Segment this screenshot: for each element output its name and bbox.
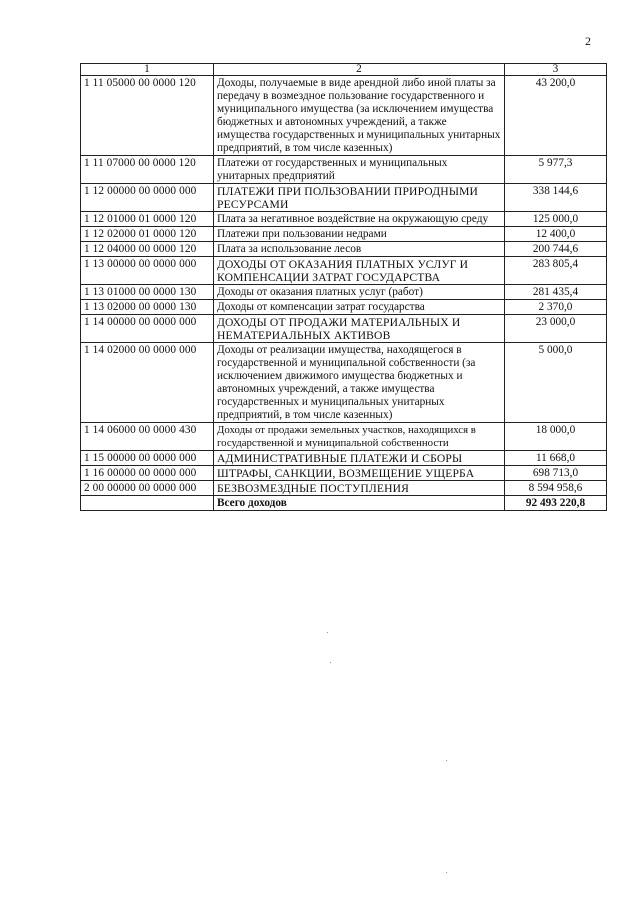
row-code: 1 12 02000 01 0000 120 bbox=[81, 227, 214, 242]
row-amount: 5 000,0 bbox=[505, 343, 607, 423]
total-code bbox=[81, 496, 214, 511]
row-amount: 283 805,4 bbox=[505, 257, 607, 285]
row-name: Доходы, получаемые в виде арендной либо иной платы за передачу в возмездное пользование государственного и муниципального имущества (за исключением имущества бюджетных и автономных учреждений, а также имущества государственных и муниципальных унитарных предприятий, в том числе казенных) bbox=[214, 76, 505, 156]
total-row bbox=[81, 496, 607, 511]
total-label: Всего доходов bbox=[214, 496, 505, 511]
row-amount: 43 200,0 bbox=[505, 76, 607, 156]
row-code: 1 13 01000 00 0000 130 bbox=[81, 285, 214, 300]
scan-speck bbox=[446, 872, 447, 873]
table-row bbox=[81, 76, 607, 156]
row-amount: 8 594 958,6 bbox=[505, 481, 607, 496]
row-amount: 125 000,0 bbox=[505, 212, 607, 227]
row-name: АДМИНИСТРАТИВНЫЕ ПЛАТЕЖИ И СБОРЫ bbox=[214, 451, 505, 466]
total-amount: 92 493 220,8 bbox=[505, 496, 607, 511]
table-row bbox=[81, 300, 607, 315]
column-header-code: 1 bbox=[81, 64, 214, 76]
row-amount: 12 400,0 bbox=[505, 227, 607, 242]
row-name: ДОХОДЫ ОТ ОКАЗАНИЯ ПЛАТНЫХ УСЛУГ И КОМПЕНСАЦИИ ЗАТРАТ ГОСУДАРСТВА bbox=[214, 257, 505, 285]
row-code: 1 12 00000 00 0000 000 bbox=[81, 184, 214, 212]
table-row bbox=[81, 315, 607, 343]
scan-speck bbox=[327, 632, 328, 633]
row-code: 1 12 01000 01 0000 120 bbox=[81, 212, 214, 227]
row-code: 1 14 02000 00 0000 000 bbox=[81, 343, 214, 423]
row-name: ШТРАФЫ, САНКЦИИ, ВОЗМЕЩЕНИЕ УЩЕРБА bbox=[214, 466, 505, 481]
table-row bbox=[81, 423, 607, 451]
table-header-row bbox=[81, 64, 607, 76]
row-name: БЕЗВОЗМЕЗДНЫЕ ПОСТУПЛЕНИЯ bbox=[214, 481, 505, 496]
row-name: ДОХОДЫ ОТ ПРОДАЖИ МАТЕРИАЛЬНЫХ И НЕМАТЕРИАЛЬНЫХ АКТИВОВ bbox=[214, 315, 505, 343]
row-amount: 2 370,0 bbox=[505, 300, 607, 315]
table-row bbox=[81, 156, 607, 184]
table-row bbox=[81, 451, 607, 466]
row-code: 1 14 00000 00 0000 000 bbox=[81, 315, 214, 343]
row-amount: 5 977,3 bbox=[505, 156, 607, 184]
row-amount: 23 000,0 bbox=[505, 315, 607, 343]
row-code: 1 12 04000 00 0000 120 bbox=[81, 242, 214, 257]
row-name: ПЛАТЕЖИ ПРИ ПОЛЬЗОВАНИИ ПРИРОДНЫМИ РЕСУРСАМИ bbox=[214, 184, 505, 212]
table-row bbox=[81, 285, 607, 300]
row-code: 1 15 00000 00 0000 000 bbox=[81, 451, 214, 466]
row-amount: 338 144,6 bbox=[505, 184, 607, 212]
row-amount: 281 435,4 bbox=[505, 285, 607, 300]
row-amount: 698 713,0 bbox=[505, 466, 607, 481]
table-row bbox=[81, 466, 607, 481]
row-code: 1 16 00000 00 0000 000 bbox=[81, 466, 214, 481]
page-number: 2 bbox=[585, 34, 591, 48]
table-row bbox=[81, 227, 607, 242]
row-amount: 18 000,0 bbox=[505, 423, 607, 451]
row-code: 2 00 00000 00 0000 000 bbox=[81, 481, 214, 496]
scan-speck bbox=[330, 662, 331, 663]
row-code: 1 13 00000 00 0000 000 bbox=[81, 257, 214, 285]
scan-speck bbox=[446, 760, 447, 761]
row-code: 1 11 07000 00 0000 120 bbox=[81, 156, 214, 184]
table-row bbox=[81, 184, 607, 212]
revenue-table bbox=[80, 63, 607, 511]
row-name: Доходы от оказания платных услуг (работ) bbox=[214, 285, 505, 300]
row-name: Доходы от продажи земельных участков, находящихся в государственной и муниципальной собственности bbox=[214, 423, 505, 451]
row-code: 1 13 02000 00 0000 130 bbox=[81, 300, 214, 315]
row-name: Плата за негативное воздействие на окружающую среду bbox=[214, 212, 505, 227]
table-row bbox=[81, 212, 607, 227]
row-code: 1 14 06000 00 0000 430 bbox=[81, 423, 214, 451]
row-name: Доходы от компенсации затрат государства bbox=[214, 300, 505, 315]
row-amount: 200 744,6 bbox=[505, 242, 607, 257]
table-row bbox=[81, 481, 607, 496]
row-name: Платежи от государственных и муниципальных унитарных предприятий bbox=[214, 156, 505, 184]
row-name: Доходы от реализации имущества, находящегося в государственной и муниципальной собственности (за исключением движимого имущества бюджетных и автономных учреждений, а также имущества государственных и муниципальных унитарных предприятий, в том числе казенных) bbox=[214, 343, 505, 423]
table-row bbox=[81, 242, 607, 257]
table-row bbox=[81, 257, 607, 285]
row-name: Платежи при пользовании недрами bbox=[214, 227, 505, 242]
row-amount: 11 668,0 bbox=[505, 451, 607, 466]
row-name: Плата за использование лесов bbox=[214, 242, 505, 257]
table-row bbox=[81, 343, 607, 423]
column-header-amount: 3 bbox=[505, 64, 607, 76]
row-code: 1 11 05000 00 0000 120 bbox=[81, 76, 214, 156]
column-header-name: 2 bbox=[214, 64, 505, 76]
